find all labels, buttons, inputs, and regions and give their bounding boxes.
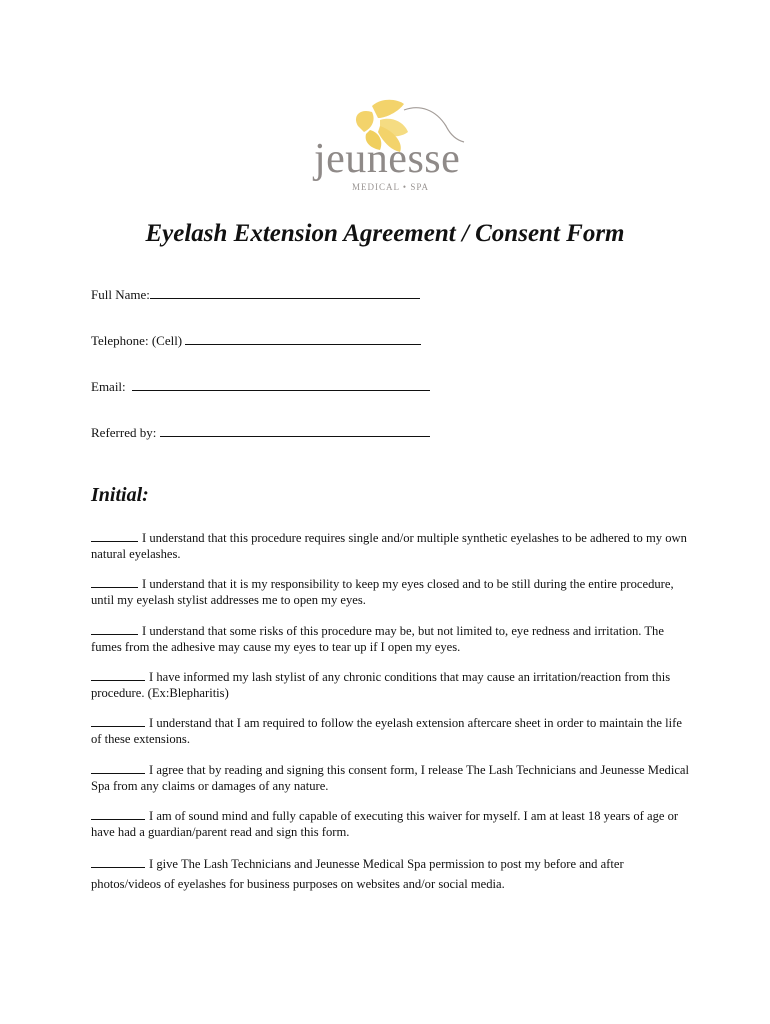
clause-2-text: I understand that it is my responsibility to keep my eyes closed and to be still during the entire procedure, until my eyelash stylist addresses me to open my eyes.	[91, 577, 674, 607]
referred-by-label: Referred by:	[91, 425, 157, 440]
initial-blank-6[interactable]	[91, 761, 145, 774]
clause-4-text: I have informed my lash stylist of any chronic conditions that may cause an irritation/reaction from this procedure. (Ex:Blepharitis)	[91, 670, 671, 700]
full-name-label: Full Name:	[91, 287, 150, 302]
clause-2	[91, 575, 691, 608]
company-logo	[300, 96, 480, 196]
form-title: Eyelash Extension Agreement / Consent Form	[145, 220, 625, 247]
clause-3-text: I understand that some risks of this procedure may be, but not limited to, eye redness and irritation. The fumes from the adhesive may cause my eyes to tear up if I open my eyes.	[91, 624, 664, 654]
email-label: Email:	[91, 379, 126, 394]
clause-8	[91, 854, 691, 894]
brand-name: jeunesse	[314, 136, 461, 182]
email-field	[91, 377, 430, 395]
clause-8-text: I give The Lash Technicians and Jeunesse Medical Spa permission to post my before and after photos/videos of eyelashes for business purposes on websites and/or social media.	[91, 857, 624, 891]
clause-5-text: I understand that I am required to follow the eyelash extension aftercare sheet in order to maintain the life of these extensions.	[91, 716, 682, 746]
telephone-label: Telephone: (Cell)	[91, 333, 183, 348]
full-name-line[interactable]	[150, 285, 420, 299]
clause-3	[91, 622, 691, 655]
clause-7	[91, 807, 691, 840]
initial-heading: Initial:	[91, 484, 149, 506]
initial-blank-2[interactable]	[91, 575, 138, 588]
brand-subtitle: MEDICAL • SPA	[352, 182, 429, 192]
clause-5	[91, 714, 691, 747]
referred-by-line[interactable]	[160, 423, 430, 437]
telephone-line[interactable]	[185, 331, 421, 345]
initial-blank-3[interactable]	[91, 622, 138, 635]
email-line[interactable]	[132, 377, 430, 391]
clause-6	[91, 761, 691, 794]
referred-by-field	[91, 423, 430, 441]
telephone-field	[91, 331, 421, 349]
initial-blank-8[interactable]	[91, 855, 145, 868]
full-name-field	[91, 285, 420, 303]
clause-6-text: I agree that by reading and signing this consent form, I release The Lash Technicians and Jeunesse Medical Spa from any claims or damages of any nature.	[91, 763, 690, 793]
initial-blank-7[interactable]	[91, 807, 145, 820]
clause-4	[91, 668, 691, 701]
initial-blank-5[interactable]	[91, 714, 145, 727]
initial-blank-4[interactable]	[91, 668, 145, 681]
clause-1	[91, 529, 691, 562]
clause-7-text: I am of sound mind and fully capable of executing this waiver for myself. I am at least 18 years of age or have had a guardian/parent read and sign this form.	[91, 809, 679, 839]
initial-blank-1[interactable]	[91, 529, 138, 542]
clause-1-text: I understand that this procedure requires single and/or multiple synthetic eyelashes to be adhered to my own natural eyelashes.	[91, 531, 687, 561]
